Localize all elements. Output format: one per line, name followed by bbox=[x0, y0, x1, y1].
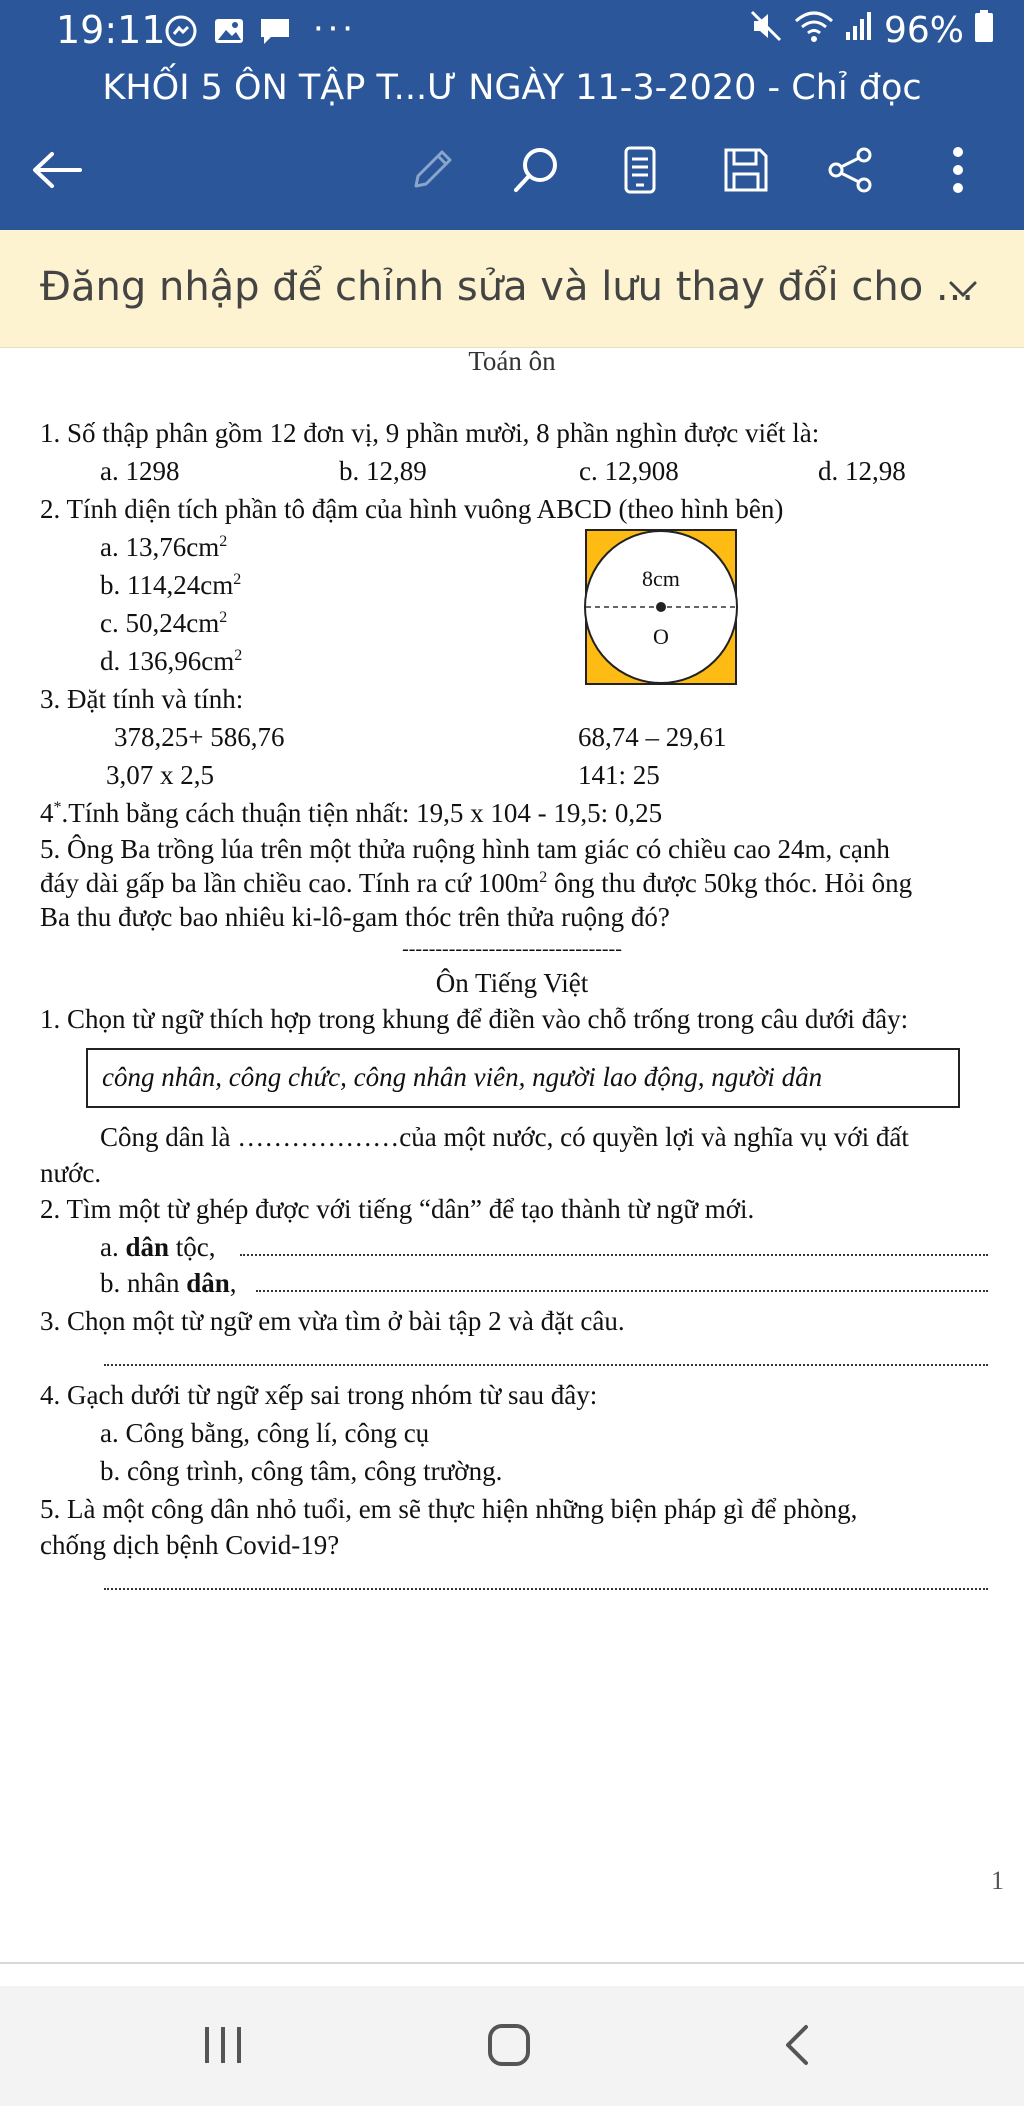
recent-apps-icon bbox=[201, 2025, 245, 2065]
search-icon bbox=[511, 145, 561, 195]
status-right-group bbox=[748, 8, 994, 53]
vietnamese-question-2: 2. Tìm một từ ghép được với tiếng “dân” để tạo thành từ ngữ mới. bbox=[40, 1194, 755, 1224]
tv-q2-option-b: b. nhân dân, bbox=[100, 1268, 237, 1298]
document-title: KHỐI 5 ÔN TẬP T...Ư NGÀY 11-3-2020 - Chỉ đọc bbox=[102, 68, 922, 108]
pencil-icon bbox=[408, 146, 456, 194]
answer-line-3 bbox=[104, 1364, 988, 1366]
answer-line-2a bbox=[240, 1254, 988, 1256]
signin-banner-text[interactable]: Đăng nhập để chỉnh sửa và lưu thay đổi cho ... bbox=[40, 264, 975, 310]
vietnamese-question-5-line-1: 5. Là một công dân nhỏ tuổi, em sẽ thực hiện những biện pháp gì để phòng, bbox=[40, 1494, 858, 1524]
figure-diameter-label: 8cm bbox=[642, 566, 680, 591]
square-circle-figure bbox=[584, 528, 738, 686]
answer-line-5 bbox=[104, 1588, 988, 1590]
back-arrow-button[interactable] bbox=[16, 130, 96, 210]
q1-option-d: d. 12,98 bbox=[818, 456, 906, 486]
home-button[interactable] bbox=[464, 2000, 554, 2090]
vietnamese-heading: Ôn Tiếng Việt bbox=[435, 968, 589, 998]
vietnamese-question-3: 3. Chọn một từ ngữ em vừa tìm ở bài tập 2 và đặt câu. bbox=[40, 1306, 625, 1336]
more-options-button[interactable] bbox=[918, 130, 998, 210]
app-header bbox=[0, 0, 1024, 230]
system-back-button[interactable] bbox=[752, 2000, 842, 2090]
gallery-icon bbox=[212, 14, 246, 48]
page-number: 1 bbox=[991, 1866, 1004, 1895]
toolbar bbox=[0, 130, 1024, 210]
reading-view-icon bbox=[622, 145, 658, 195]
q2-option-c: c. $50,24cm^2$ bbox=[100, 608, 228, 638]
mute-icon bbox=[748, 8, 784, 53]
vietnamese-question-5-line-2: chống dịch bệnh Covid-19? bbox=[40, 1530, 340, 1560]
math-question-1: 1. Số thập phân gồm 12 đơn vị, 9 phần mười, 8 phần nghìn được viết là: bbox=[40, 418, 820, 448]
reading-view-button[interactable] bbox=[600, 130, 680, 210]
status-time: 19:11 bbox=[56, 8, 166, 52]
signal-icon bbox=[844, 10, 874, 51]
status-more: ··· bbox=[312, 6, 356, 48]
signin-banner[interactable] bbox=[0, 230, 1024, 348]
fill-in-sentence: Công dân là ………………của một nước, có quyền lợi và nghĩa vụ với đất bbox=[100, 1122, 909, 1152]
q2-option-d: d. $136,96cm^2$ bbox=[100, 646, 243, 676]
vietnamese-question-4: 4. Gạch dưới từ ngữ xếp sai trong nhóm từ sau đây: bbox=[40, 1380, 598, 1410]
wifi-icon bbox=[794, 9, 834, 52]
messenger-icon bbox=[164, 14, 198, 48]
document-page[interactable] bbox=[0, 348, 1024, 1960]
word-choice-box bbox=[86, 1048, 960, 1108]
status-bar bbox=[0, 0, 1024, 62]
math-question-3: 3. Đặt tính và tính: bbox=[40, 684, 244, 714]
share-icon bbox=[826, 146, 874, 194]
battery-percent: 96% bbox=[883, 10, 964, 51]
q1-option-c: c. 12,908 bbox=[579, 456, 679, 486]
save-icon bbox=[722, 146, 770, 194]
tv-q4-option-b: b. công trình, công tâm, công trường. bbox=[100, 1456, 503, 1486]
q2-option-a: a. $13,76cm^2$ bbox=[100, 532, 228, 562]
math-question-4: 4*.Tính bằng cách thuận tiện nhất: 19,5 x 104 - 19,5: 0,25 bbox=[40, 798, 663, 828]
math-question-2: 2. Tính diện tích phần tô đậm của hình vuông ABCD (theo hình bên) bbox=[40, 494, 784, 524]
tv-q4-option-a: a. Công bằng, công lí, công cụ bbox=[100, 1418, 430, 1448]
recent-apps-button[interactable] bbox=[178, 2000, 268, 2090]
word-choice-text: công nhân, công chức, công nhân viên, người lao động, người dân bbox=[102, 1062, 823, 1092]
math-question-5-line-1: 5. Ông Ba trồng lúa trên một thửa ruộng hình tam giác có chiều cao 24m, cạnh bbox=[40, 834, 890, 864]
tv-q2-option-a: a. dân tộc, bbox=[100, 1232, 216, 1262]
answer-line-2b bbox=[256, 1290, 988, 1292]
q3-item-1: 378,25+ 586,76 bbox=[114, 722, 285, 752]
vietnamese-question-1: 1. Chọn từ ngữ thích hợp trong khung để điền vào chỗ trống trong câu dưới đây: bbox=[40, 1004, 909, 1034]
figure-center-label: O bbox=[653, 624, 669, 649]
chevron-down-icon bbox=[948, 279, 978, 299]
more-options-icon bbox=[951, 146, 965, 194]
chat-icon bbox=[258, 14, 292, 48]
fill-in-sentence-end: nước. bbox=[40, 1158, 102, 1188]
section-divider: --------------------------------- bbox=[402, 938, 622, 960]
page-separator bbox=[0, 1962, 1024, 1964]
battery-icon bbox=[974, 9, 994, 52]
q3-item-2: 68,74 – 29,61 bbox=[578, 722, 727, 752]
math-heading: Toán ôn bbox=[468, 348, 556, 376]
math-question-5-line-3: Ba thu được bao nhiêu ki-lô-gam thóc trên thửa ruộng đó? bbox=[40, 902, 670, 932]
system-navigation-bar bbox=[0, 1986, 1024, 2106]
q3-item-3: 3,07 x 2,5 bbox=[106, 760, 214, 790]
math-question-5-line-2: đáy dài gấp ba lần chiều cao. Tính ra cứ $100m^2$ ông thu được 50kg thóc. Hỏi ông bbox=[40, 868, 913, 898]
back-arrow-icon bbox=[30, 150, 82, 190]
q2-option-b: b. $114,24cm^2$ bbox=[100, 570, 242, 600]
edit-button[interactable] bbox=[392, 130, 472, 210]
search-button[interactable] bbox=[496, 130, 576, 210]
save-button[interactable] bbox=[706, 130, 786, 210]
home-icon bbox=[487, 2023, 531, 2067]
q3-item-4: 141: 25 bbox=[578, 760, 660, 790]
share-button[interactable] bbox=[810, 130, 890, 210]
back-icon bbox=[782, 2023, 812, 2067]
q1-option-b: b. 12,89 bbox=[339, 456, 427, 486]
q1-option-a: a. 1298 bbox=[100, 456, 180, 486]
banner-expand-button[interactable] bbox=[938, 264, 988, 314]
